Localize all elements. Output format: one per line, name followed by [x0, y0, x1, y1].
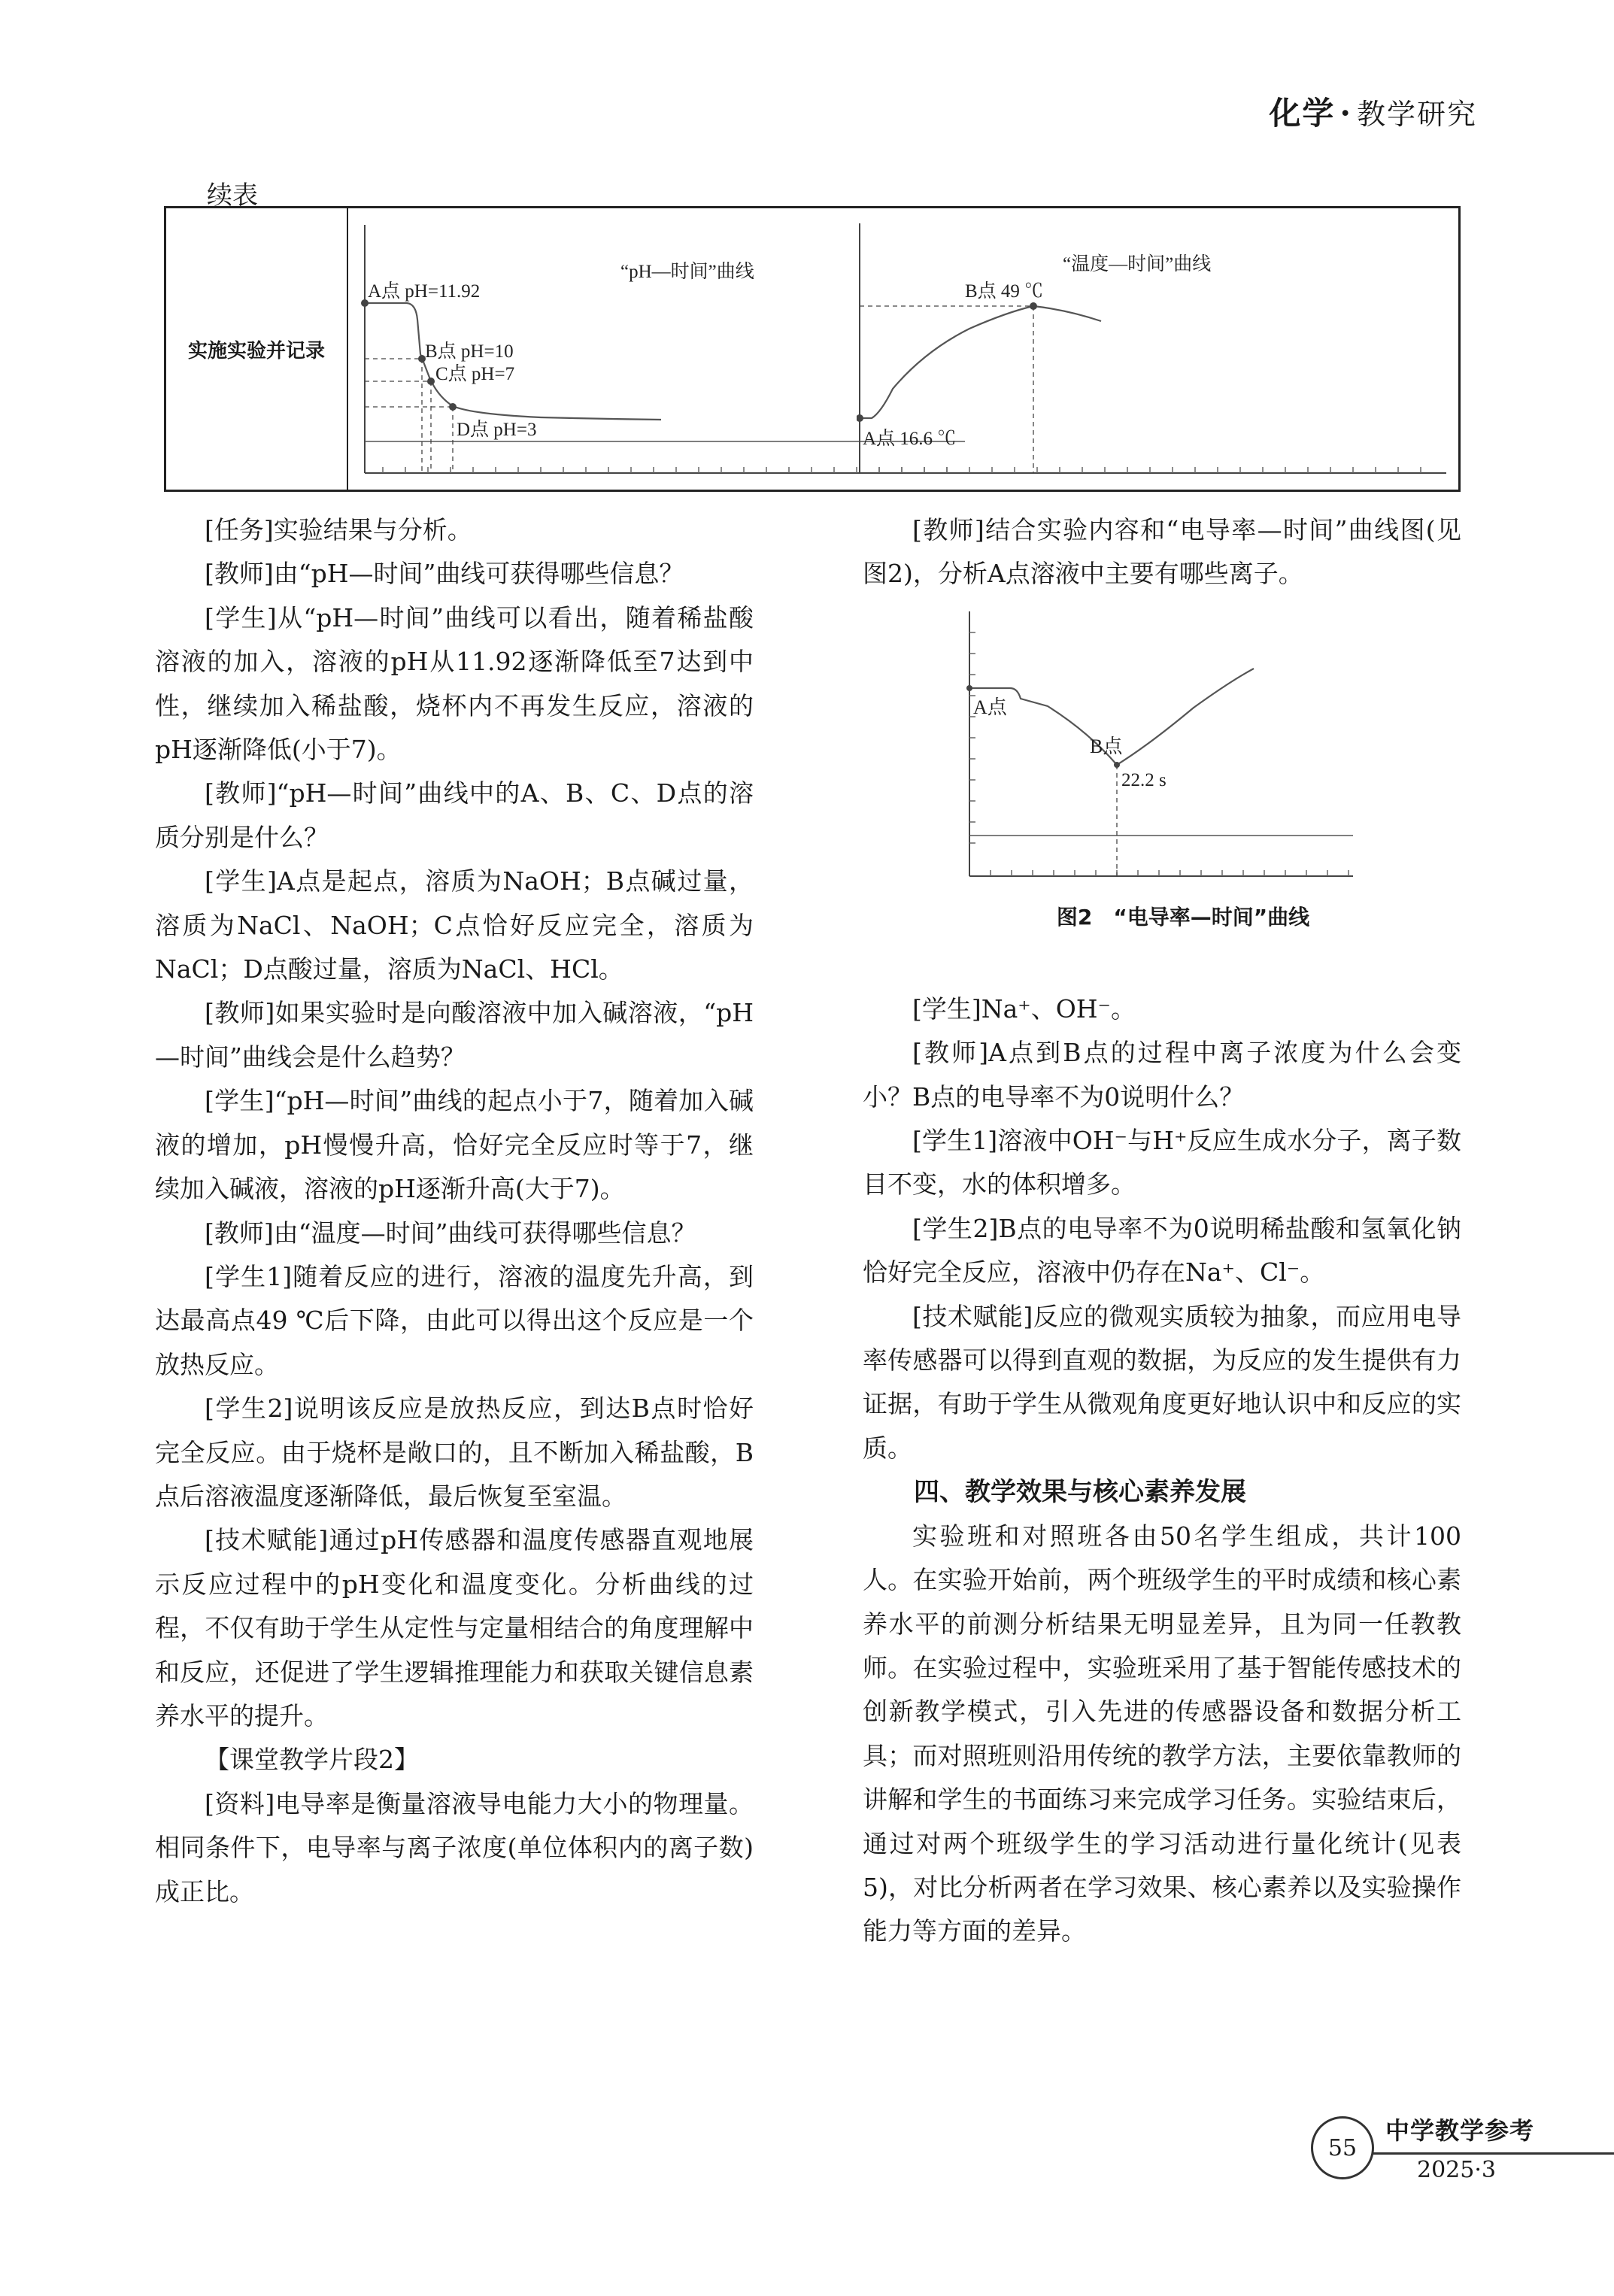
ph-label-a: A点 pH=11.92: [368, 281, 481, 302]
paragraph: [教师]如果实验时是向酸溶液中加入碱溶液，“pH—时间”曲线会是什么趋势？: [155, 998, 754, 1072]
figure-2: [863, 596, 1461, 987]
temp-label-a: A点 16.6 ℃: [863, 429, 957, 449]
paragraph: [学生1]随着反应的进行，溶液的温度先升高，到达最高点49 ℃后下降，由此可以得出这个反应是一个放热反应。: [155, 1261, 754, 1379]
continued-table: [164, 206, 1461, 492]
paragraph: [资料]电导率是衡量溶液导电能力大小的物理量。相同条件下，电导率与离子浓度(单位体积内的离子数)成正比。: [155, 1788, 754, 1906]
footer-journal: 中学教学参考: [1385, 2116, 1535, 2145]
temp-chart-title: “温度—时间”曲线: [1063, 254, 1212, 274]
ph-point-c: [427, 378, 435, 385]
paragraph: [学生1]溶液中OH⁻与H⁺反应生成水分子，离子数目不变，水的体积增多。: [863, 1126, 1461, 1200]
paragraph: [学生]从“pH—时间”曲线可以看出，随着稀盐酸溶液的加入，溶液的pH从11.92逐渐降低至7达到中性，继续加入稀盐酸，烧杯内不再发生反应，溶液的pH逐渐降低(小于7)。: [155, 602, 754, 765]
cond-y-ticks: [969, 632, 975, 843]
table-divider: [347, 208, 348, 490]
figure-caption: 图2 “电导率—时间”曲线: [1056, 904, 1310, 930]
paragraph: 实验班和对照班各由50名学生组成，共计100人。在实验开始前，两个班级学生的平时成绩和核心素养水平的前测分析结果无明显差异，且为同一任教教师。在实验过程中，实验班采用了基于智能传感技术的创新教学模式，引入先进的传感器设备和数据分析工具；而对照班则沿用传统的教学方法，主要依靠教师的讲解和学生的书面练习来完成学习任务。实验结束后，通过对两个班级学生的学习活动进行量化统计(见表5)，对比分析两者在学习效果、核心素养以及实验操作能力等方面的差异。: [863, 1521, 1461, 1946]
header-subject: 化学: [1269, 95, 1336, 132]
temp-point-a: [857, 414, 863, 422]
paragraph: [学生2]说明该反应是放热反应，到达B点时恰好完全反应。由于烧杯是敞口的，且不断加入稀盐酸，B点后溶液温度逐渐降低，最后恢复至室温。: [155, 1394, 754, 1511]
cond-x-ticks: [991, 870, 1349, 876]
cond-label-time: 22.2 s: [1121, 769, 1167, 790]
temp-curve: [860, 306, 1101, 418]
temp-x-ticks: [879, 467, 1421, 473]
header-dot: ·: [1339, 95, 1352, 132]
paragraph: [学生]“pH—时间”曲线的起点小于7，随着加入碱液的增加，pH慢慢升高，恰好完全反应时等于7，继续加入碱液，溶液的pH逐渐升高(大于7)。: [155, 1086, 754, 1204]
page-header: [1269, 89, 1477, 134]
paragraph: [学生]Na⁺、OH⁻。: [912, 993, 1136, 1024]
temp-label-b: B点 49 ℃: [965, 281, 1044, 302]
temp-point-b: [1030, 302, 1037, 310]
temp-time-chart: [857, 223, 1458, 487]
paragraph: [教师]由“温度—时间”曲线可获得哪些信息？: [205, 1218, 696, 1248]
cond-label-b: B点: [1090, 735, 1123, 757]
section-marker: 【课堂教学片段2】: [205, 1745, 419, 1775]
paragraph: [技术赋能]反应的微观实质较为抽象，而应用电导率传感器可以得到直观的数据，为反应的发生提供有力证据，有助于学生从微观角度更好地认识中和反应的实质。: [863, 1301, 1461, 1463]
left-column: [155, 508, 754, 1914]
ph-label-c: C点 pH=7: [435, 364, 515, 384]
ph-point-d: [449, 403, 457, 411]
cond-label-a: A点: [973, 696, 1007, 718]
continued-label: 续表: [207, 180, 258, 211]
footer-rule: [1369, 2152, 1614, 2155]
paragraph: [教师]结合实验内容和“电导率—时间”曲线图(见图2)，分析A点溶液中主要有哪些离子。: [863, 515, 1461, 589]
paragraph: [学生]A点是起点，溶质为NaOH；B点碱过量，溶质为NaCl、NaOH；C点恰好反应完全，溶质为NaCl；D点酸过量，溶质为NaCl、HCl。: [155, 866, 754, 984]
paragraph: [教师]“pH—时间”曲线中的A、B、C、D点的溶质分别是什么？: [155, 778, 754, 852]
cond-point-a: [966, 685, 972, 691]
ph-chart-title: “pH—时间”曲线: [620, 262, 754, 282]
paragraph: [教师]由“pH—时间”曲线可获得哪些信息？: [205, 559, 684, 589]
paragraph: [学生2]B点的电导率不为0说明稀盐酸和氢氧化钠恰好完全反应，溶液中仍存在Na⁺、Cl⁻。: [863, 1213, 1461, 1288]
header-section: 教学研究: [1356, 98, 1477, 131]
table-row-label: 实施实验并记录: [187, 339, 325, 362]
ph-label-d: D点 pH=3: [457, 420, 537, 440]
section-4-title: 四、教学效果与核心素养发展: [914, 1477, 1246, 1508]
ph-label-b: B点 pH=10: [425, 341, 514, 362]
paragraph: [技术赋能]通过pH传感器和温度传感器直观地展示反应过程中的pH变化和温度变化。分析曲线的过程，不仅有助于学生从定性与定量相结合的角度理解中和反应，还促进了学生逻辑推理能力和获取关键信息素养水平的提升。: [155, 1525, 754, 1730]
right-column: [863, 508, 1461, 1954]
page-number: 55: [1311, 2116, 1374, 2179]
paragraph: [教师]A点到B点的过程中离子浓度为什么会变小？B点的电导率不为0说明什么？: [863, 1038, 1461, 1112]
paragraph: [任务]实验结果与分析。: [205, 515, 472, 544]
footer-issue: 2025·3: [1417, 2157, 1496, 2183]
cond-point-b: [1114, 762, 1120, 768]
